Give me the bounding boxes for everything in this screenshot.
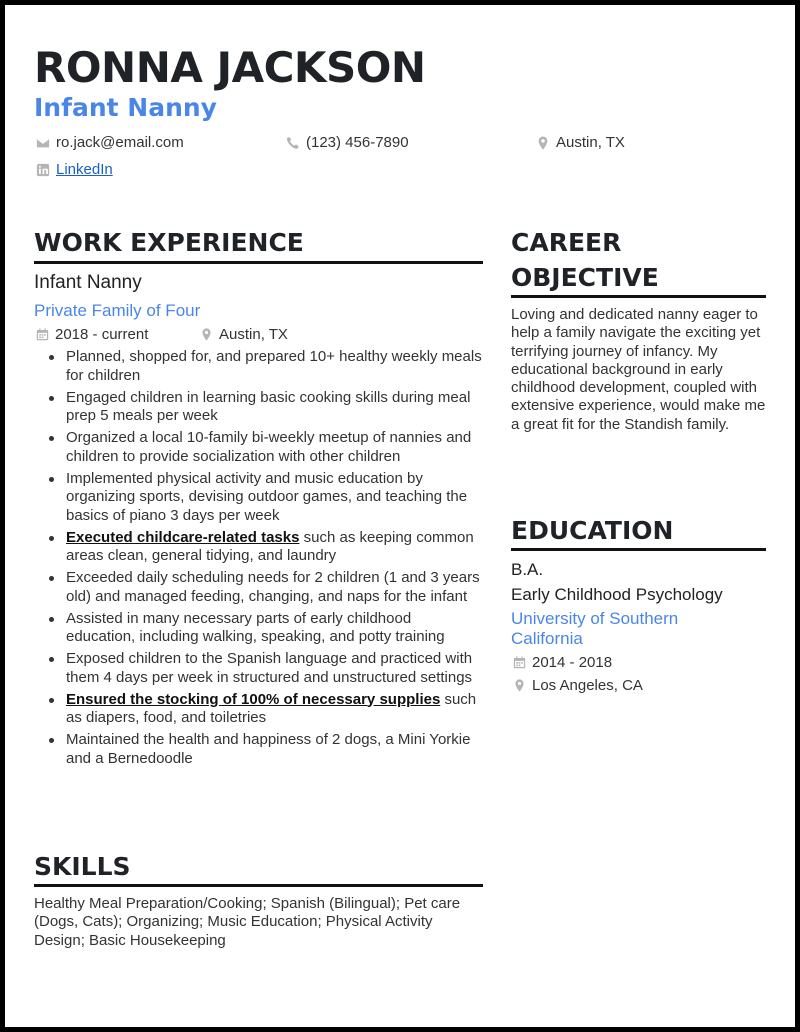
envelope-icon (36, 136, 50, 150)
list-item: Maintained the health and happiness of 2 dogs, a Mini Yorkie and a Bernedoodle (34, 731, 484, 768)
location-text: Austin, TX (556, 134, 625, 151)
map-pin-icon (200, 328, 213, 341)
list-item: Assisted in many necessary parts of early childhood education, including walking, speaking, and potty training (34, 610, 484, 647)
work-dates (36, 326, 148, 343)
skills-heading: SKILLS (34, 852, 131, 881)
work-location (200, 326, 288, 343)
work-role: Infant Nanny (34, 272, 142, 293)
education-dates-text: 2014 - 2018 (532, 654, 613, 671)
calendar-icon (36, 328, 49, 341)
education-field: Early Childhood Psychology (511, 585, 723, 604)
contact-phone (286, 134, 409, 151)
education-divider (511, 548, 766, 551)
education-heading: EDUCATION (511, 516, 674, 545)
objective-text: Loving and dedicated nanny eager to help a family navigate the exciting yet terrifying journey of infancy. My educational background in early childhood development, coupled with extensive experience, would make me a great fit for the Standish family. (511, 306, 766, 433)
contact-email (36, 134, 184, 151)
objective-divider (511, 295, 766, 298)
list-item: Engaged children in learning basic cooking skills during meal prep 5 meals per week (34, 389, 484, 426)
work-location-text: Austin, TX (219, 326, 288, 343)
phone-icon (286, 136, 300, 150)
contact-location (536, 134, 625, 151)
linkedin-icon (36, 163, 50, 177)
phone-text: (123) 456-7890 (306, 134, 409, 151)
work-divider (34, 261, 483, 264)
skills-text: Healthy Meal Preparation/Cooking; Spanish (Bilingual); Pet care (Dogs, Cats); Organizing; Music Education; Physical Activity Design; Basic Housekeeping (34, 895, 461, 949)
list-item: Exposed children to the Spanish language and practiced with them 4 days per week in structured and unstructured settings (34, 650, 484, 687)
education-location (513, 677, 643, 694)
calendar-icon (513, 656, 526, 669)
resume-page (5, 5, 795, 1027)
work-dates-text: 2018 - current (55, 326, 149, 343)
education-school: University of Southern California (511, 609, 679, 648)
linkedin-link[interactable]: LinkedIn (56, 161, 113, 178)
work-company: Private Family of Four (34, 301, 201, 320)
work-bullet-list (34, 348, 484, 772)
email-text: ro.jack@email.com (56, 134, 184, 151)
candidate-title: Infant Nanny (34, 93, 217, 122)
list-item: Ensured the stocking of 100% of necessary supplies such as diapers, food, and toiletries (34, 691, 484, 728)
contact-linkedin (36, 161, 113, 178)
list-item: Organized a local 10-family bi-weekly meetup of nannies and children to provide socialization with other children (34, 429, 484, 466)
candidate-name: RONNA JACKSON (34, 43, 426, 92)
education-dates (513, 654, 612, 671)
list-item: Implemented physical activity and music education by organizing sports, devising outdoor games, and teaching the basics of piano 3 days per week (34, 470, 484, 526)
education-location-text: Los Angeles, CA (532, 677, 643, 694)
list-item: Executed childcare-related tasks such as keeping common areas clean, general tidying, and laundry (34, 529, 484, 566)
objective-heading-line1: CAREER (511, 228, 622, 257)
map-pin-icon (536, 136, 550, 150)
map-pin-icon (513, 679, 526, 692)
work-experience-heading: WORK EXPERIENCE (34, 228, 304, 257)
list-item: Exceeded daily scheduling needs for 2 children (1 and 3 years old) and managed feeding, changing, and naps for the infant (34, 569, 484, 606)
objective-heading-line2: OBJECTIVE (511, 263, 659, 292)
education-degree: B.A. (511, 560, 544, 579)
list-item: Planned, shopped for, and prepared 10+ healthy weekly meals for children (34, 348, 484, 385)
skills-divider (34, 884, 483, 887)
